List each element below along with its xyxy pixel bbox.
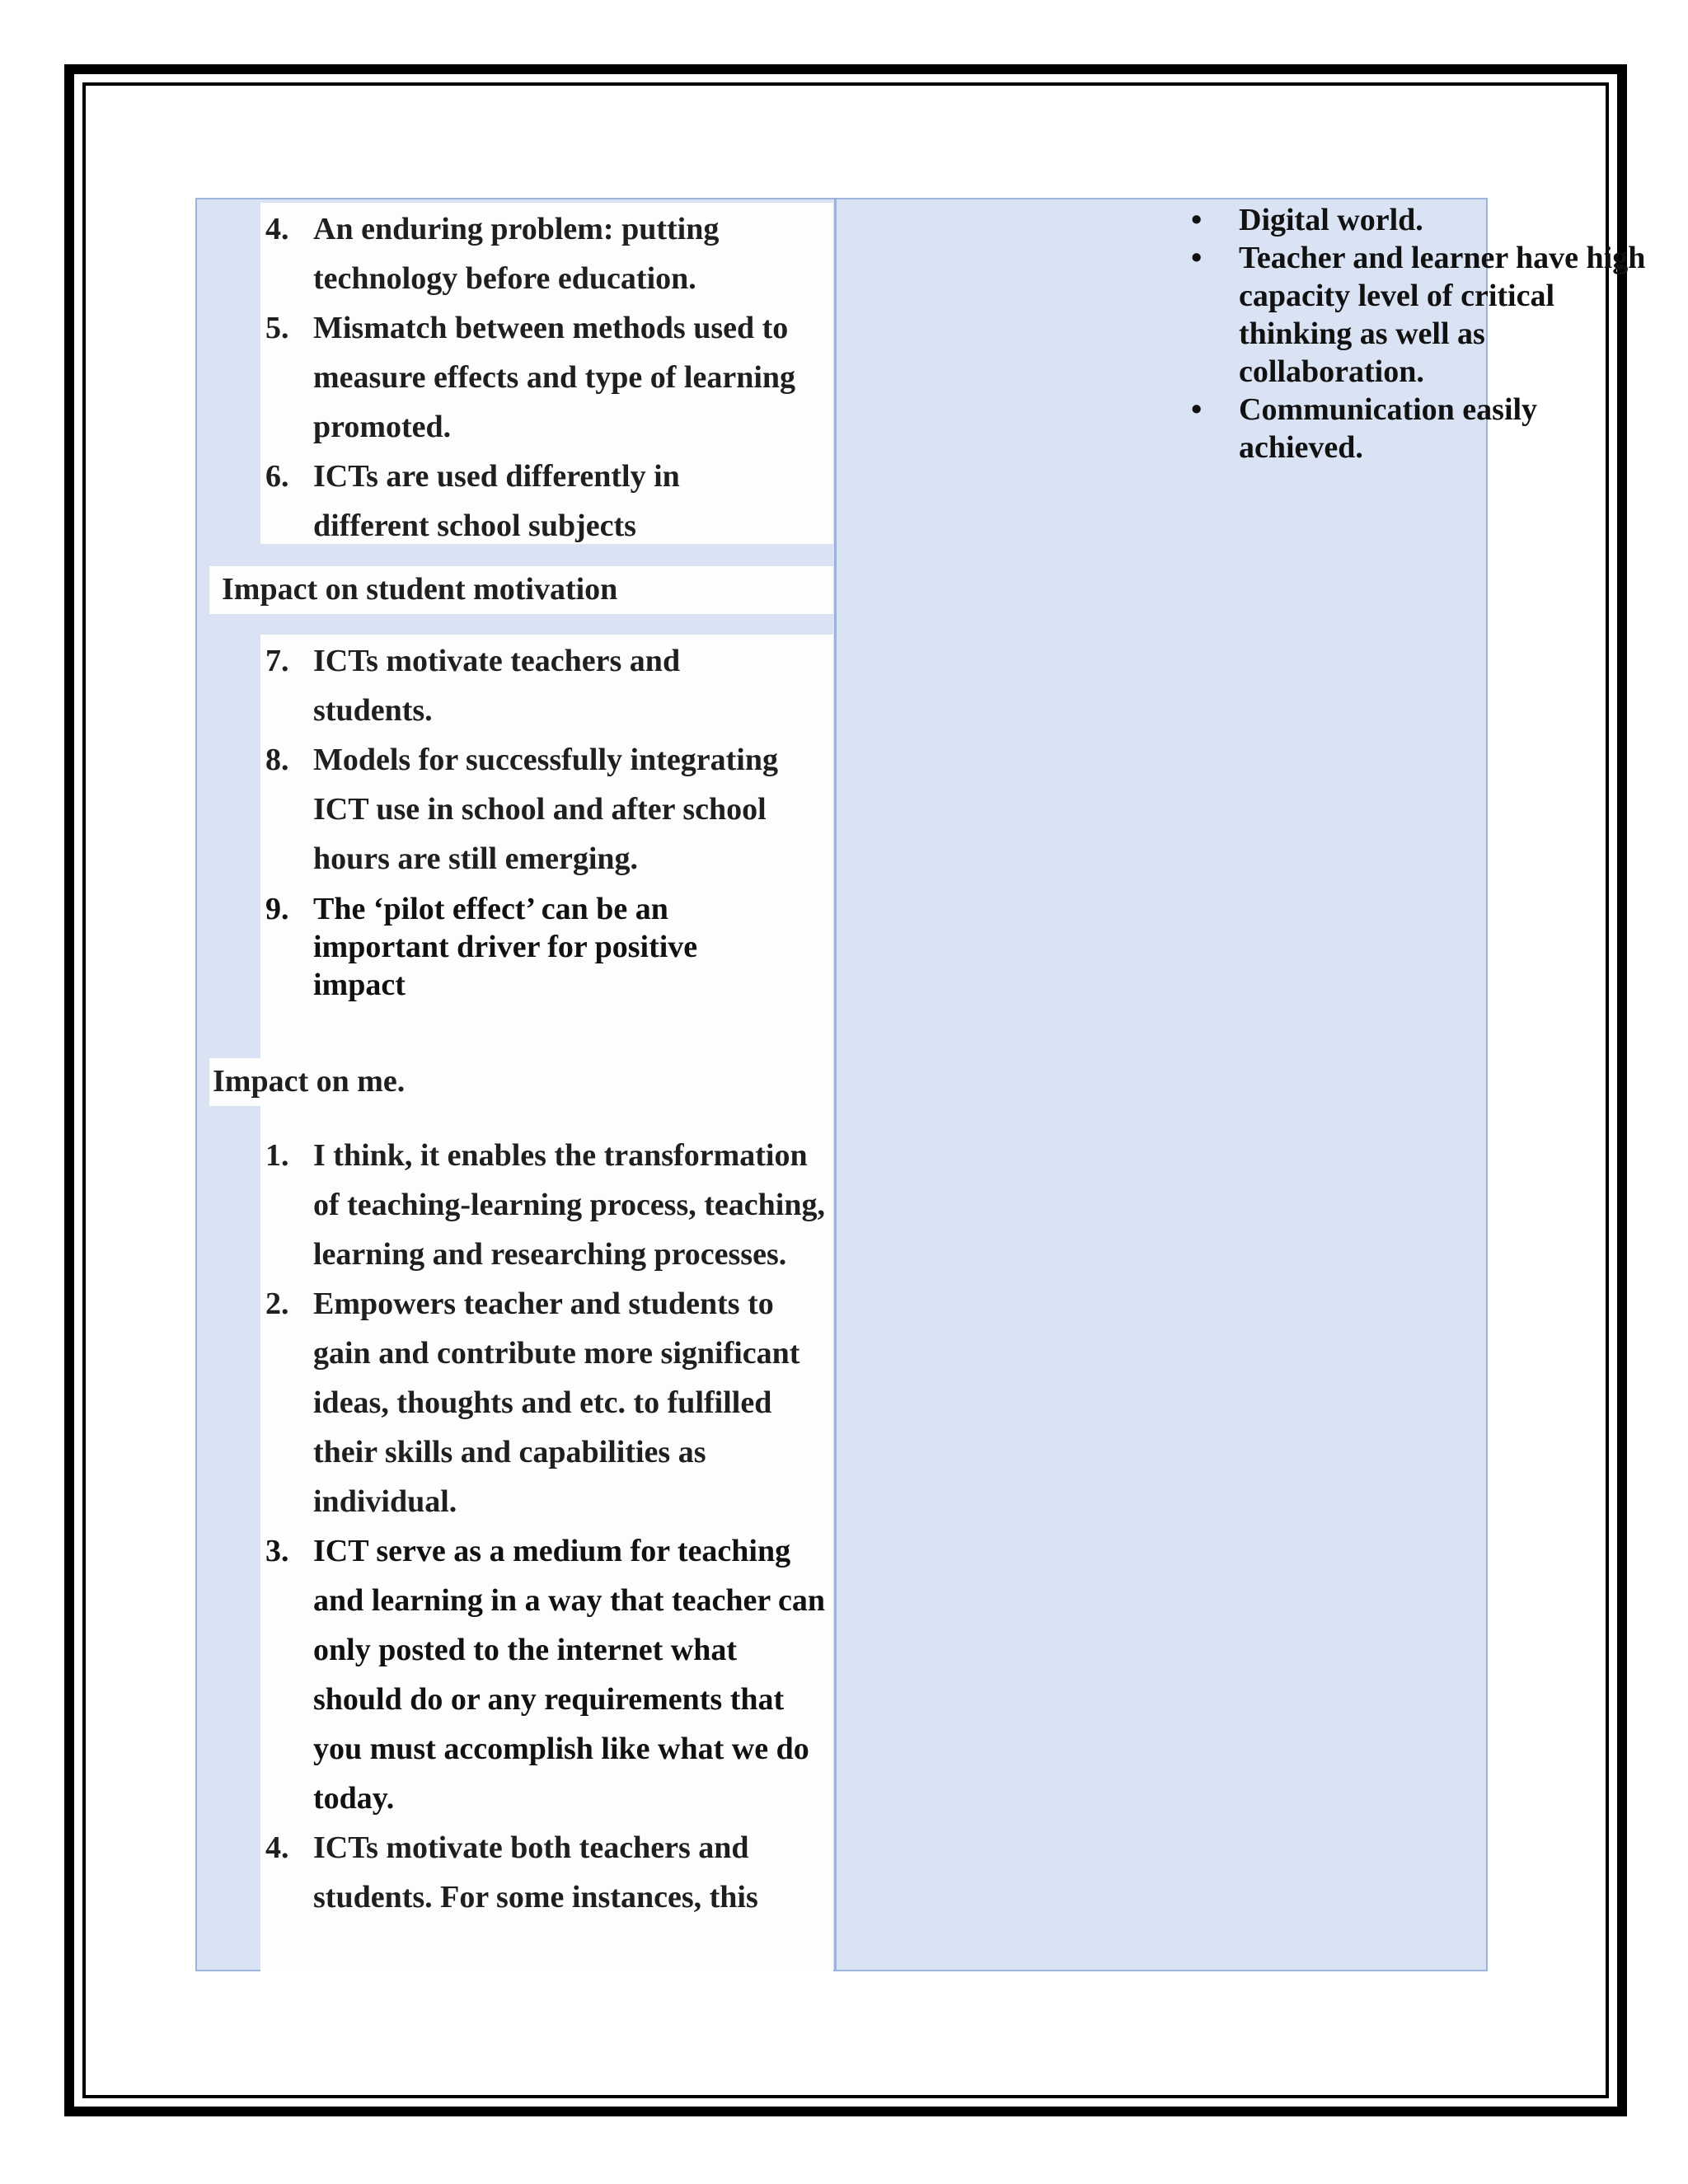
challenges-list xyxy=(260,203,833,551)
list-text: The ‘pilot effect’ can be an important driver for positive impact xyxy=(313,892,698,1002)
list-number: 4. xyxy=(265,212,289,246)
bullet-text: Digital world. xyxy=(1239,203,1423,237)
list-item xyxy=(260,636,780,735)
list-number: 7. xyxy=(265,644,289,678)
list-text: Empowers teacher and students to gain and contribute more significant ideas, thoughts and etc. to fulfilled their skills and capabilities as individual. xyxy=(313,1286,800,1519)
list-item xyxy=(260,1526,833,1823)
list-item xyxy=(260,735,833,883)
list-number: 3. xyxy=(265,1534,289,1568)
list-text: ICT serve as a medium for teaching and learning in a way that teacher can only posted to the internet what should do or any requirements that you must accomplish like what we do today. xyxy=(313,1534,826,1816)
bullet-item xyxy=(1193,201,1654,239)
list-number: 6. xyxy=(265,459,289,494)
challenges-list-box xyxy=(260,203,833,544)
impact-on-me-list xyxy=(260,1129,833,1922)
list-item xyxy=(260,303,833,452)
bullet-icon: • xyxy=(1191,203,1203,237)
motivation-list xyxy=(260,635,833,1004)
left-column xyxy=(197,199,837,1970)
list-item xyxy=(260,890,780,1004)
list-item xyxy=(260,1279,833,1526)
benefits-bullet-list xyxy=(1193,201,1654,466)
list-item xyxy=(260,1131,833,1279)
list-item xyxy=(260,204,854,303)
list-text: ICTs motivate teachers and students. xyxy=(313,644,681,728)
list-number: 5. xyxy=(265,311,289,345)
list-text: ICTs are used differently in different school subjects xyxy=(313,459,680,543)
right-column xyxy=(837,199,1646,1970)
list-item xyxy=(260,1823,833,1922)
list-text: Models for successfully integrating ICT use in school and after school hours are still emerging. xyxy=(313,743,778,876)
list-item xyxy=(260,452,780,551)
list-number: 9. xyxy=(265,892,289,926)
list-text: I think, it enables the transformation of teaching-learning process, teaching, learning and researching processes. xyxy=(313,1138,825,1272)
content-table xyxy=(195,198,1646,1971)
list-number: 8. xyxy=(265,743,289,777)
list-text: ICTs motivate both teachers and students. For some instances, this xyxy=(313,1830,758,1915)
bullet-icon: • xyxy=(1191,392,1203,427)
list-number: 1. xyxy=(265,1138,289,1173)
list-number: 2. xyxy=(265,1286,289,1321)
bullet-text: Teacher and learner have high capacity level of critical thinking as well as collaboration. xyxy=(1239,241,1646,389)
bullet-text: Communication easily achieved. xyxy=(1239,392,1538,465)
impact-on-me-list-box xyxy=(260,1129,833,1971)
bullet-item xyxy=(1193,391,1654,466)
motivation-list-box xyxy=(260,635,833,1215)
bullet-item xyxy=(1193,239,1654,391)
list-text: Mismatch between methods used to measure effects and type of learning promoted. xyxy=(313,311,796,444)
list-text: An enduring problem: putting technology before education. xyxy=(313,212,720,296)
heading-impact-on-me: Impact on me. xyxy=(209,1058,833,1106)
bullet-icon: • xyxy=(1191,241,1203,275)
heading-student-motivation: Impact on student motivation xyxy=(209,566,833,614)
list-number: 4. xyxy=(265,1830,289,1865)
